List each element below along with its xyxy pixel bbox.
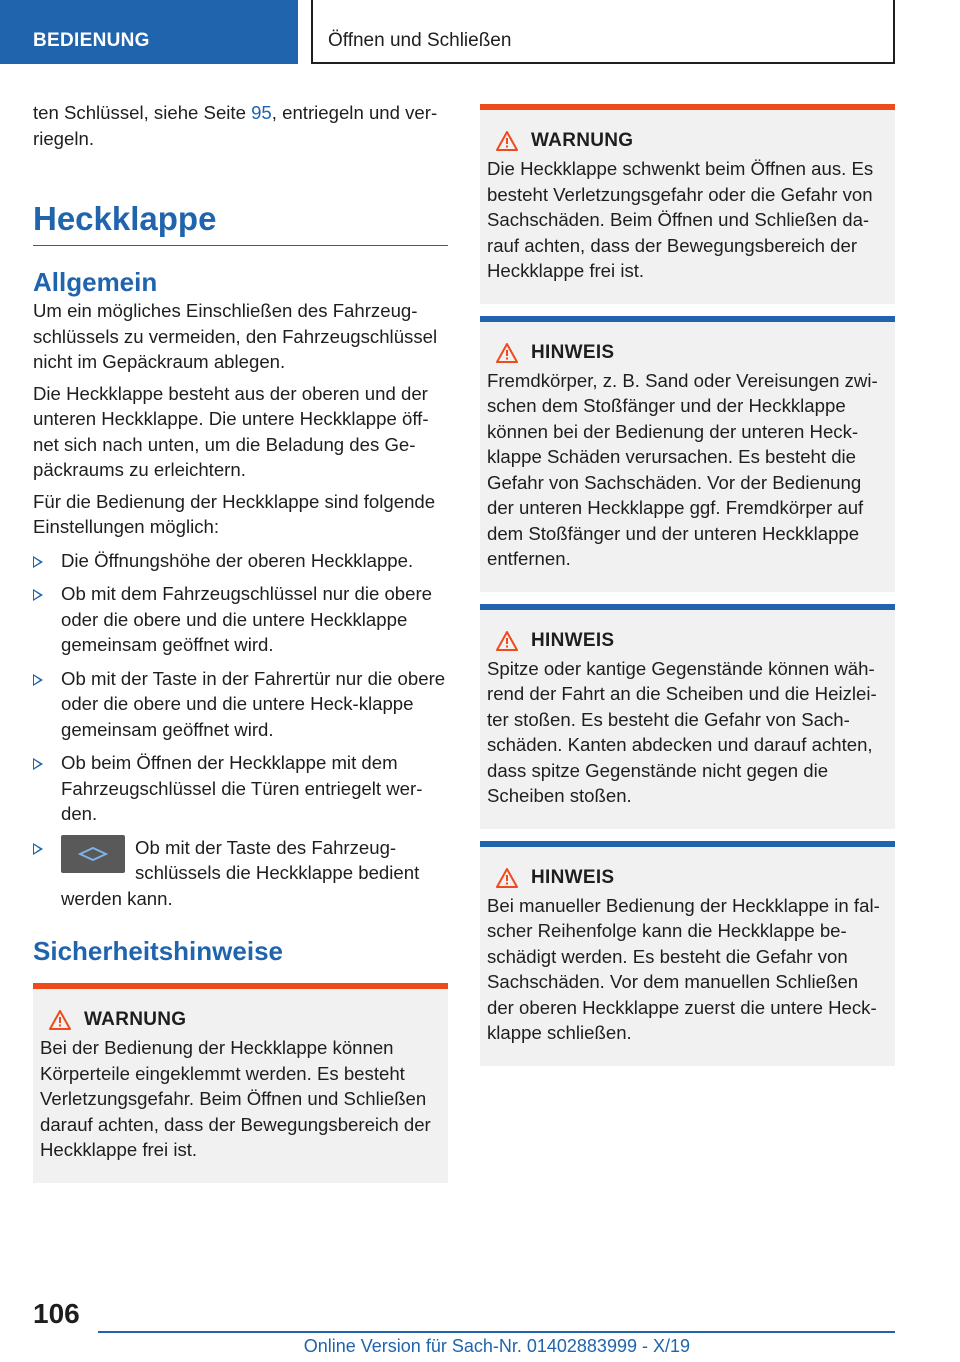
- warning-triangle-icon: [495, 130, 519, 152]
- callout-title: HINWEIS: [531, 341, 615, 363]
- list-item: [33, 835, 448, 912]
- subheading-general: Allgemein: [33, 267, 158, 297]
- paragraph-3: Für die Bedienung der Heckklappe sind folgende Einstellungen möglich:: [33, 490, 436, 537]
- triangle-bullet-icon: [33, 674, 43, 686]
- list-item-text: Ob mit der Taste in der Fahrertür nur die obere oder die obere und die untere Heck-klappe gemeinsam geöffnet wird.: [61, 667, 446, 740]
- list-item-text: Ob beim Öffnen der Heckklappe mit dem Fahrzeugschlüssel die Türen entriegelt wer-den.: [61, 752, 423, 824]
- tailgate-key-button-icon: [61, 835, 125, 873]
- notice-box: [480, 841, 895, 1066]
- settings-list: [33, 548, 448, 912]
- list-item-text: Ob mit der Taste des Fahrzeug-schlüssels die Heckklappe bedient werden kann.: [61, 836, 420, 909]
- list-item-text: Ob mit dem Fahrzeugschlüssel nur die obere oder die obere und die untere Heckklappe gemeinsam geöffnet wird.: [61, 583, 433, 655]
- callout-text: Bei der Bedienung der Heckklappe können Körperteile eingeklemmt werden. Es besteht Verletzungsgefahr. Beim Öffnen und Schließen darauf achten, dass der Bewegungsbereich der Heckklappe frei ist.: [40, 1037, 431, 1160]
- list-item: [33, 548, 448, 574]
- callout-text: Fremdkörper, z. B. Sand oder Vereisungen zwi-schen dem Stoßfänger und der Heckklappe können bei der Bedienung der unteren Heck-klappe Schäden verursachen. Es besteht die Gefahr von Sachschäden. Vor der Bedienung der unteren Heckklappe ggf. Fremdkörper auf dem Stoßfänger und der unteren Heckklappe entfernen.: [487, 369, 878, 569]
- left-column: [33, 100, 448, 1183]
- list-item: [33, 581, 448, 658]
- warning-triangle-icon: [495, 630, 519, 652]
- footer-divider: [98, 1331, 895, 1333]
- warning-box: [480, 104, 895, 304]
- callout-header: [487, 342, 887, 364]
- intro-text: ten Schlüssel, siehe Seite: [33, 102, 252, 123]
- triangle-bullet-icon: [33, 589, 43, 601]
- section-heading: Heckklappe: [33, 199, 448, 246]
- header-chapter-label: Öffnen und Schließen: [328, 30, 512, 51]
- callout-title: WARNUNG: [84, 1009, 187, 1030]
- page-number: 106: [33, 1298, 80, 1329]
- callout-text: Spitze oder kantige Gegenstände können wäh-rend der Fahrt an die Scheiben und die Heizlei-ter stoßen. Es besteht die Gefahr von Sach-schäden. Kanten abdecken und darauf achten, dass spitze Gegenstände nicht gegen die Scheiben stoßen.: [487, 657, 877, 806]
- callout-header: [487, 630, 887, 652]
- callout-title: HINWEIS: [531, 629, 615, 651]
- triangle-bullet-icon: [33, 843, 43, 855]
- list-item-text: Die Öffnungshöhe der oberen Heckklappe.: [61, 549, 414, 571]
- right-column: [480, 104, 895, 1066]
- header-section-label: BEDIENUNG: [33, 30, 150, 51]
- callout-header: [40, 1009, 440, 1031]
- footer-version-text: Online Version für Sach-Nr. 01402883999 - X/19: [303, 1336, 690, 1356]
- warning-triangle-icon: [495, 342, 519, 364]
- notice-box: [480, 604, 895, 829]
- intro-paragraph: [33, 100, 448, 151]
- triangle-bullet-icon: [33, 556, 43, 568]
- callout-text: Bei manueller Bedienung der Heckklappe in fal-scher Reihenfolge kann die Heckklappe be-schädigt werden. Es besteht die Gefahr von Sachschäden. Vor dem manuellen Schließen der oberen Heckklappe zuerst die untere Heck-klappe schließen.: [487, 894, 880, 1043]
- list-item: [33, 750, 448, 827]
- page-link[interactable]: 95: [251, 102, 272, 123]
- callout-title: WARNUNG: [531, 130, 634, 151]
- callout-title: HINWEIS: [531, 866, 615, 888]
- callout-header: [487, 130, 887, 152]
- callout-header: [487, 867, 887, 889]
- warning-box: [33, 983, 448, 1183]
- header-section-tab: [0, 0, 298, 64]
- triangle-bullet-icon: [33, 758, 43, 770]
- warning-triangle-icon: [495, 867, 519, 889]
- paragraph-2: Die Heckklappe besteht aus der oberen und der unteren Heckklappe. Die untere Heckklappe öff-net sich nach unten, um die Beladung des Ge-päckraums zu erleichtern.: [33, 382, 429, 480]
- intro-text-end: , entriegeln und ver-riegeln.: [33, 102, 438, 149]
- list-item: [33, 666, 448, 743]
- header-chapter-tab: [311, 0, 895, 64]
- callout-text: Die Heckklappe schwenkt beim Öffnen aus. Es besteht Verletzungsgefahr oder die Gefahr von Sachschäden. Beim Öffnen und Schließen da-rauf achten, dass der Bewegungsbereich der Heckklappe frei ist.: [487, 158, 874, 281]
- subheading-safety: Sicherheitshinweise: [33, 936, 283, 966]
- notice-box: [480, 316, 895, 592]
- warning-triangle-icon: [48, 1009, 72, 1031]
- paragraph-1: Um ein mögliches Einschließen des Fahrzeug-schlüssels zu vermeiden, den Fahrzeugschlüssel nicht im Gepäckraum ablegen.: [33, 300, 438, 372]
